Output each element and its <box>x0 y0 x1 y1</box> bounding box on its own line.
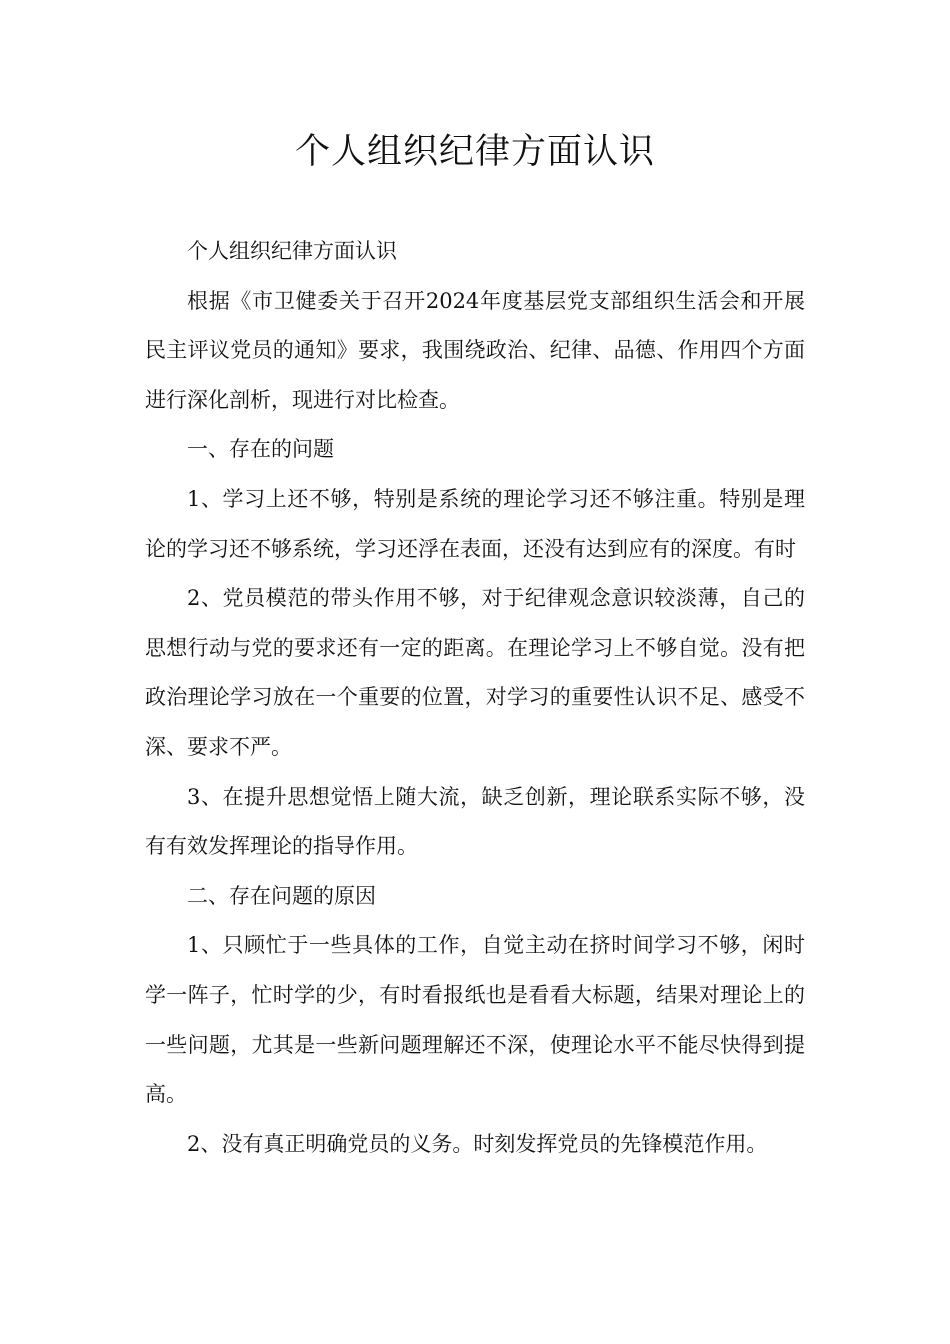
document-title: 个人组织纪律方面认识 <box>294 132 655 172</box>
document-body <box>145 227 805 1169</box>
paragraph-cause-2: 2、没有真正明确党员的义务。时刻发挥党员的先锋模范作用。 <box>187 1131 768 1156</box>
section-heading-problems: 一、存在的问题 <box>187 437 334 462</box>
paragraph-cause-1: 1、只顾忙于一些具体的工作，自觉主动在挤时间学习不够，闲时学一阵子，忙时学的少，有时看报纸也是看看大标题，结果对理论上的一些问题，尤其是一些新问题理解还不深，使理论水平不能尽快得到提高。 <box>145 933 805 1107</box>
paragraph-intro: 根据《市卫健委关于召开2024年度基层党支部组织生活会和开展民主评议党员的通知》要求，我围绕政治、纪律、品德、作用四个方面进行深化剖析，现进行对比检查。 <box>145 288 805 412</box>
paragraph-problem-1: 1、学习上还不够，特别是系统的理论学习还不够注重。特别是理论的学习还不够系统，学习还浮在表面，还没有达到应有的深度。有时 <box>145 486 805 561</box>
paragraph-problem-3: 3、在提升思想觉悟上随大流，缺乏创新，理论联系实际不够，没有有效发挥理论的指导作用。 <box>145 784 805 859</box>
paragraph-problem-2: 2、党员模范的带头作用不够，对于纪律观念意识较淡薄，自己的思想行动与党的要求还有一定的距离。在理论学习上不够自觉。没有把政治理论学习放在一个重要的位置，对学习的重要性认识不足、感受不深、要求不严。 <box>145 586 805 759</box>
section-heading-causes: 二、存在问题的原因 <box>187 883 376 908</box>
paragraph-subtitle: 个人组织纪律方面认识 <box>187 239 397 263</box>
